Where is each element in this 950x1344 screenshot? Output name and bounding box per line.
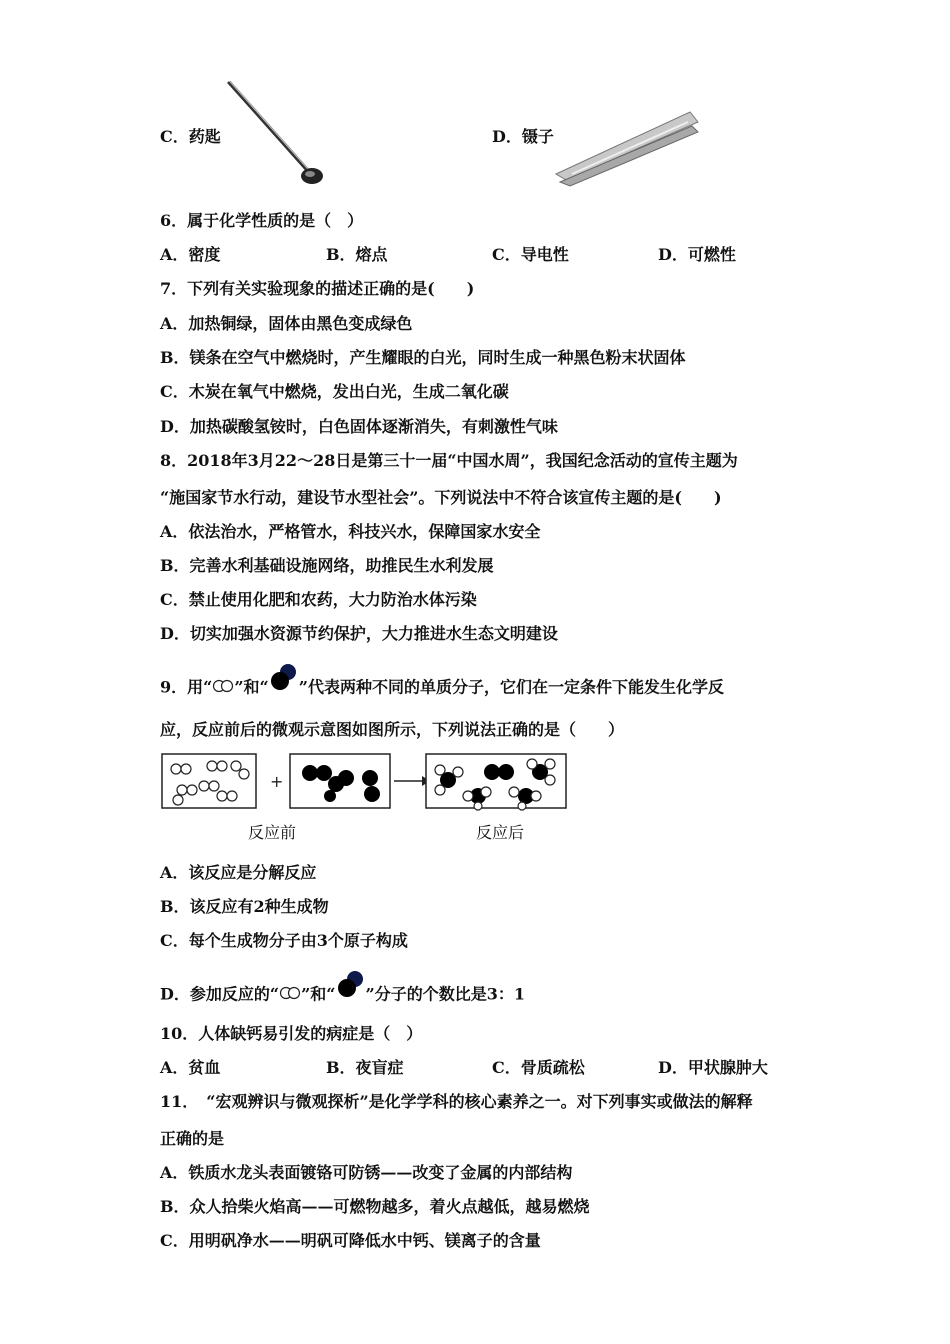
q11-stem-line1: 11． “宏观辨识与微观探析”是化学学科的核心素养之一。对下列事实或做法的解释 [160,1092,753,1111]
q10-stem: 10．人体缺钙易引发的病症是（ ） [160,1024,423,1043]
q9-stem-line2: 应，反应前后的微观示意图如图所示，下列说法正确的是（ ） [160,720,625,739]
white-molecule-icon [279,984,301,1006]
q5-option-d[interactable]: D．镊子 [492,127,554,146]
q8-option-d[interactable]: D．切实加强水资源节约保护，大力推进水生态文明建设 [160,624,558,643]
q6-option-a[interactable]: A．密度 [160,245,221,264]
q11-option-c[interactable]: C．用明矾净水——明矾可降低水中钙、镁离子的含量 [160,1231,541,1250]
q7-option-a[interactable]: A．加热铜绿，固体由黑色变成绿色 [160,314,413,333]
q9-stem-line1 [160,670,724,706]
q9-optd-part2: ”和“ [301,984,336,1004]
q11-option-b[interactable]: B．众人拾柴火焰高——可燃物越多，着火点越低，越易燃烧 [160,1197,590,1216]
q9-option-b[interactable]: B．该反应有2种生成物 [160,897,329,916]
medicine-spoon-icon [220,78,330,190]
q9-stem-part2: ”和“ [234,677,269,697]
q8-stem-line2: “施国家节水行动，建设节水型社会”。下列说法中不符合该宣传主题的是( ) [160,488,722,507]
black-molecule-icon [269,662,299,698]
q9-option-a[interactable]: A．该反应是分解反应 [160,863,317,882]
q8-option-b[interactable]: B．完善水利基础设施网络，助推民生水利发展 [160,556,494,575]
white-molecule-icon [212,677,234,699]
q10-option-c[interactable]: C．骨质疏松 [492,1058,585,1077]
q9-stem-part1: 9．用“ [160,677,213,697]
q8-option-c[interactable]: C．禁止使用化肥和农药，大力防治水体污染 [160,590,477,609]
q11-option-a[interactable]: A．铁质水龙头表面镀铬可防锈——改变了金属的内部结构 [160,1163,573,1182]
q9-stem-part3: ”代表两种不同的单质分子，它们在一定条件下能发生化学反 [298,677,724,697]
q7-stem: 7．下列有关实验现象的描述正确的是( ) [160,279,475,298]
q6-stem: 6．属于化学性质的是（ ） [160,211,364,230]
q10-option-d[interactable]: D．甲状腺肿大 [658,1058,768,1077]
q7-option-b[interactable]: B．镁条在空气中燃烧时，产生耀眼的白光，同时生成一种黑色粉末状固体 [160,348,686,367]
tweezers-icon [552,108,702,186]
q11-stem-line2: 正确的是 [160,1129,225,1148]
caption-after: 反应后 [476,823,525,842]
black-molecule-icon [336,969,366,1005]
q10-option-b[interactable]: B．夜盲症 [326,1058,404,1077]
q9-optd-part3: ”分子的个数比是3：1 [365,984,525,1004]
reaction-diagram [160,752,570,810]
caption-before: 反应前 [248,823,297,842]
q8-option-a[interactable]: A．依法治水，严格管水，科技兴水，保障国家水安全 [160,522,541,541]
q6-option-c[interactable]: C．导电性 [492,245,569,264]
q7-option-c[interactable]: C．木炭在氧气中燃烧，发出白光，生成二氧化碳 [160,382,509,401]
q9-optd-part1: D．参加反应的“ [160,984,280,1004]
q9-option-c[interactable]: C．每个生成物分子由3个原子构成 [160,931,408,950]
q10-option-a[interactable]: A．贫血 [160,1058,221,1077]
q6-option-d[interactable]: D．可燃性 [658,245,736,264]
q9-option-d[interactable] [160,977,525,1013]
q5-option-c[interactable]: C．药匙 [160,127,221,146]
plus-sign: + [270,772,284,791]
q6-option-b[interactable]: B．熔点 [326,245,388,264]
q8-stem-line1: 8．2018年3月22～28日是第三十一届“中国水周”，我国纪念活动的宣传主题为 [160,451,738,470]
q7-option-d[interactable]: D．加热碳酸氢铵时，白色固体逐渐消失，有刺激性气味 [160,417,558,436]
